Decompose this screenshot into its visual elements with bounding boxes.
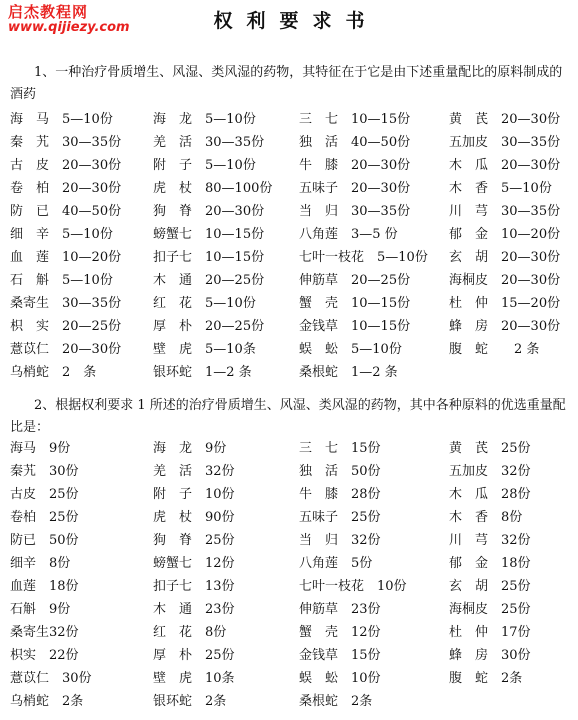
ingredient-cell: 蜈 蚣 5—10份	[299, 342, 402, 357]
ingredient-cell: 五加皮 30—35份	[449, 135, 561, 150]
ingredient-cell: 蜂 房 30份	[449, 648, 531, 663]
ingredient-cell: 杜 仲 15—20份	[449, 296, 561, 311]
ingredient-cell: 木 通 23份	[153, 602, 235, 617]
ingredient-cell: 古 皮 20—30份	[10, 158, 122, 173]
ingredient-cell: 银环蛇 1—2 条	[153, 365, 252, 380]
ingredient-cell: 螃蟹七 10—15份	[153, 227, 265, 242]
ingredient-cell: 木 香 5—10份	[449, 181, 552, 196]
ingredient-cell: 海 龙 9份	[153, 441, 227, 456]
ingredient-cell: 乌梢蛇 2条	[10, 694, 84, 709]
ingredient-cell: 七叶一枝花 5—10份	[299, 250, 428, 265]
ingredient-cell: 玄 胡 25份	[449, 579, 531, 594]
ingredient-cell: 牛 膝 28份	[299, 487, 381, 502]
ingredient-cell: 三 七 15份	[299, 441, 381, 456]
ingredient-cell: 郁 金 10—20份	[449, 227, 561, 242]
ingredient-cell: 厚 朴 25份	[153, 648, 235, 663]
ingredient-cell: 附 子 10份	[153, 487, 235, 502]
document-title: 权利要求书	[213, 10, 379, 32]
ingredient-cell: 桑根蛇 1—2 条	[299, 365, 398, 380]
ingredient-cell: 狗 脊 25份	[153, 533, 235, 548]
ingredient-cell: 附 子 5—10份	[153, 158, 256, 173]
ingredient-cell: 虎 杖 80—100份	[153, 181, 273, 196]
claim-2-text: 2、根据权利要求 1 所述的治疗骨质增生、风湿、类风湿的药物，其中各种原料的优选重量配比是：	[10, 398, 566, 435]
ingredient-cell: 海 马 5—10份	[10, 112, 113, 127]
ingredient-cell: 桑寄生 30—35份	[10, 296, 122, 311]
ingredient-cell: 石斛 9份	[10, 602, 71, 617]
ingredient-cell: 三 七 10—15份	[299, 112, 411, 127]
claim-1-text: 1、一种治疗骨质增生、风湿、类风湿的药物，其特征在于它是由下述重量配比的原料制成的酒药	[10, 65, 563, 102]
ingredient-cell: 枳 实 20—25份	[10, 319, 122, 334]
ingredient-cell: 伸筋草 23份	[299, 602, 381, 617]
ingredient-cell: 木 香 8份	[449, 510, 523, 525]
ingredient-cell: 壁 虎 10条	[153, 671, 235, 686]
ingredient-cell: 玄 胡 20—30份	[449, 250, 561, 265]
ingredient-cell: 厚 朴 20—25份	[153, 319, 265, 334]
ingredient-cell: 伸筋草 20—25份	[299, 273, 411, 288]
ingredient-cell: 海 龙 5—10份	[153, 112, 256, 127]
ingredient-cell: 黄 芪 20—30份	[449, 112, 561, 127]
ingredient-cell: 海马 9份	[10, 441, 71, 456]
ingredient-cell: 海桐皮 20—30份	[449, 273, 561, 288]
ingredient-cell: 壁 虎 5—10条	[153, 342, 256, 357]
ingredient-cell: 川 芎 30—35份	[449, 204, 561, 219]
ingredient-cell: 乌梢蛇 2 条	[10, 365, 97, 380]
ingredient-cell: 薏苡仁 20—30份	[10, 342, 122, 357]
ingredient-cell: 八角莲 5份	[299, 556, 373, 571]
ingredient-cell: 牛 膝 20—30份	[299, 158, 411, 173]
ingredient-cell: 五加皮 32份	[449, 464, 531, 479]
ingredient-cell	[449, 690, 576, 713]
ingredient-cell: 细 辛 5—10份	[10, 227, 113, 242]
ingredient-cell	[449, 361, 576, 384]
ingredient-cell: 羌 活 30—35份	[153, 135, 265, 150]
ingredient-cell: 枳实 22份	[10, 648, 79, 663]
ingredient-cell: 独 活 40—50份	[299, 135, 411, 150]
watermark-url: www.qijiezy.com	[8, 20, 130, 36]
ingredient-cell: 细辛 8份	[10, 556, 71, 571]
ingredient-cell: 独 活 50份	[299, 464, 381, 479]
ingredient-cell: 卷 柏 20—30份	[10, 181, 122, 196]
ingredient-cell: 黄 芪 25份	[449, 441, 531, 456]
ingredient-cell: 防已 50份	[10, 533, 79, 548]
ingredient-cell: 卷柏 25份	[10, 510, 79, 525]
ingredient-cell: 蜂 房 20—30份	[449, 319, 561, 334]
ingredient-cell: 腹 蛇 2 条	[449, 342, 540, 357]
ingredient-cell: 蜈 蚣 10份	[299, 671, 381, 686]
ingredient-cell: 薏苡仁 30份	[10, 671, 92, 686]
ingredient-cell: 蟹 壳 12份	[299, 625, 381, 640]
ingredient-cell: 金钱草 15份	[299, 648, 381, 663]
ingredient-cell: 杜 仲 17份	[449, 625, 531, 640]
ingredient-cell: 银环蛇 2条	[153, 694, 227, 709]
ingredient-cell: 红 花 5—10份	[153, 296, 256, 311]
ingredient-cell: 古皮 25份	[10, 487, 79, 502]
ingredient-cell: 海桐皮 25份	[449, 602, 531, 617]
ingredient-cell: 血莲 18份	[10, 579, 79, 594]
ingredient-cell: 羌 活 32份	[153, 464, 235, 479]
ingredient-cell: 桑寄生32份	[10, 625, 79, 640]
ingredient-cell: 血 莲 10—20份	[10, 250, 122, 265]
claim-1-ingredient-grid	[10, 108, 576, 384]
ingredient-cell: 郁 金 18份	[449, 556, 531, 571]
ingredient-cell: 扣子七 13份	[153, 579, 235, 594]
ingredient-cell: 木 通 20—25份	[153, 273, 265, 288]
ingredient-cell: 红 花 8份	[153, 625, 227, 640]
ingredient-cell: 扣子七 10—15份	[153, 250, 265, 265]
ingredient-cell: 川 芎 32份	[449, 533, 531, 548]
ingredient-cell: 秦 艽 30—35份	[10, 135, 122, 150]
ingredient-cell: 蟹 壳 10—15份	[299, 296, 411, 311]
ingredient-cell: 虎 杖 90份	[153, 510, 235, 525]
ingredient-cell: 金钱草 10—15份	[299, 319, 411, 334]
ingredient-cell: 腹 蛇 2条	[449, 671, 523, 686]
ingredient-cell: 秦艽 30份	[10, 464, 79, 479]
claim-2-ingredient-grid	[10, 437, 576, 713]
ingredient-cell: 螃蟹七 12份	[153, 556, 235, 571]
ingredient-cell: 狗 脊 20—30份	[153, 204, 265, 219]
ingredient-cell: 木 瓜 28份	[449, 487, 531, 502]
watermark-name: 启杰教程网	[8, 3, 89, 21]
ingredient-cell: 石 斛 5—10份	[10, 273, 113, 288]
ingredient-cell: 防 已 40—50份	[10, 204, 122, 219]
ingredient-cell: 八角莲 3—5 份	[299, 227, 398, 242]
ingredient-cell: 五味子 20—30份	[299, 181, 411, 196]
ingredient-cell: 当 归 30—35份	[299, 204, 411, 219]
ingredient-cell: 木 瓜 20—30份	[449, 158, 561, 173]
ingredient-cell: 桑根蛇 2条	[299, 694, 373, 709]
ingredient-cell: 七叶一枝花 10份	[299, 579, 407, 594]
ingredient-cell: 五味子 25份	[299, 510, 381, 525]
ingredient-cell: 当 归 32份	[299, 533, 381, 548]
